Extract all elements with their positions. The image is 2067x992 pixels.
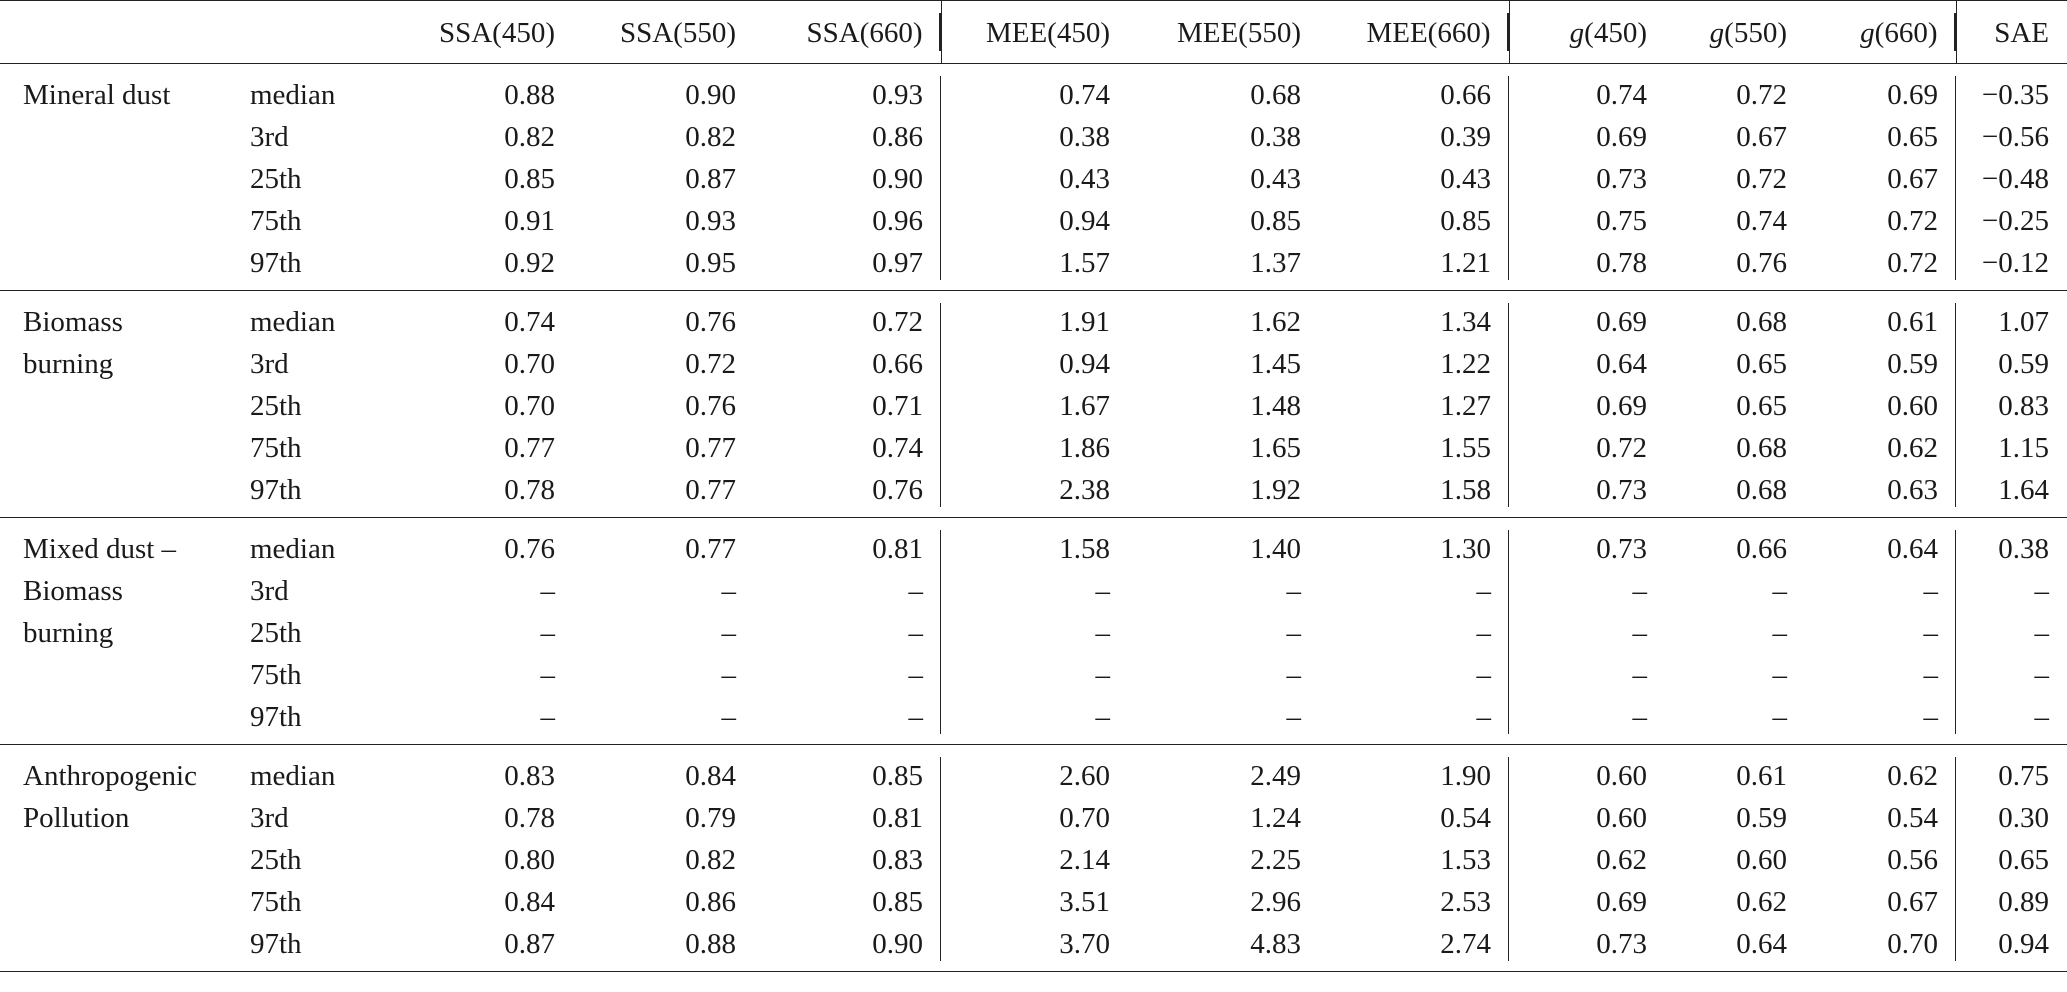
table-cell: –	[754, 612, 941, 654]
table-cell: –	[1319, 570, 1509, 612]
table-cell: –	[1286, 574, 1301, 607]
group-name	[0, 745, 250, 972]
table-cell: 1.37	[1250, 246, 1301, 279]
table-cell: 0.62	[1805, 745, 1956, 798]
group-name-line: Anthropogenic	[23, 760, 197, 792]
table-cell: 0.63	[1805, 469, 1956, 518]
stat-label: 25th	[250, 163, 302, 195]
table-cell: 0.74	[754, 427, 941, 469]
table-cell: 1.55	[1319, 427, 1509, 469]
table-cell: 0.62	[1596, 843, 1647, 876]
table-cell: 0.84	[685, 759, 736, 792]
table-cell: 0.72	[1805, 200, 1956, 242]
table-cell: 1.58	[1319, 469, 1509, 518]
table-cell: 1.65	[1250, 431, 1301, 464]
table-cell: –	[540, 658, 555, 691]
table-cell: 0.85	[1250, 204, 1301, 237]
group-name	[0, 518, 250, 745]
table-cell: 0.76	[685, 305, 736, 338]
table-cell: –	[1632, 574, 1647, 607]
table-cell: 0.70	[1805, 923, 1956, 972]
header-label: MEE(450)	[985, 16, 1110, 49]
table-cell: 0.78	[504, 473, 555, 506]
table-cell: 0.72	[1805, 242, 1956, 291]
table-cell: 0.72	[1736, 162, 1787, 195]
table-cell: 0.62	[1736, 885, 1787, 918]
table-cell: –	[1095, 616, 1110, 649]
table-cell: –	[1286, 616, 1301, 649]
table-cell: 0.82	[504, 120, 555, 153]
column-header	[1956, 1, 2067, 64]
table-cell: 0.69	[1805, 64, 1956, 117]
table-cell: –	[540, 574, 555, 607]
table-cell: 0.77	[685, 473, 736, 506]
table-cell: 0.87	[504, 927, 555, 960]
group-name-line: burning	[23, 617, 114, 649]
header-label: (450)	[1584, 16, 1647, 49]
table-cell: 0.70	[504, 347, 555, 380]
header-stat	[250, 1, 380, 64]
table-cell: 1.64	[1998, 473, 2049, 506]
table-cell: 0.66	[1736, 532, 1787, 565]
table-cell: 1.27	[1319, 385, 1509, 427]
row-group	[0, 745, 2067, 972]
table-cell: –	[1095, 574, 1110, 607]
stat-label: 3rd	[250, 575, 289, 607]
table-cell: 1.24	[1250, 801, 1301, 834]
table-cell: 0.74	[1736, 204, 1787, 237]
group-name	[0, 291, 250, 518]
table-cell: –	[1772, 616, 1787, 649]
table-cell: 0.72	[685, 347, 736, 380]
column-header	[573, 1, 754, 64]
table-row	[0, 158, 2067, 200]
table-cell: –	[2034, 574, 2049, 607]
table-row	[0, 242, 2067, 291]
table-cell: –	[1286, 658, 1301, 691]
table-cell: 0.59	[1736, 801, 1787, 834]
table-row	[0, 385, 2067, 427]
table-cell: –	[721, 658, 736, 691]
table-cell: 0.69	[1596, 885, 1647, 918]
table-cell: –	[540, 700, 555, 733]
stat-label: 97th	[250, 928, 302, 960]
table-cell: 0.67	[1736, 120, 1787, 153]
table-cell: 0.30	[1998, 801, 2049, 834]
column-header	[754, 1, 941, 64]
table-cell: 1.34	[1319, 291, 1509, 344]
group-name-line: Biomass	[23, 575, 123, 607]
table-cell: 1.57	[1059, 246, 1110, 279]
table-cell: 0.38	[1059, 120, 1110, 153]
stat-label: median	[250, 79, 336, 111]
stat-label: median	[250, 760, 336, 792]
table-cell: 0.54	[1319, 797, 1509, 839]
column-header	[941, 1, 1128, 64]
table-row	[0, 200, 2067, 242]
table-cell: 0.73	[1596, 473, 1647, 506]
table-cell: –	[721, 574, 736, 607]
table-cell: –	[1286, 700, 1301, 733]
row-group	[0, 291, 2067, 518]
table-cell: 0.64	[1596, 347, 1647, 380]
table-cell: 0.71	[754, 385, 941, 427]
table-cell: 0.74	[1596, 78, 1647, 111]
table-cell: 0.43	[1059, 162, 1110, 195]
table-cell: 1.62	[1250, 305, 1301, 338]
table-cell: 1.67	[1059, 389, 1110, 422]
column-header	[380, 1, 573, 64]
table-cell: 0.82	[685, 120, 736, 153]
table-cell: 2.14	[1059, 843, 1110, 876]
table-cell: 0.70	[504, 389, 555, 422]
header-var: g	[1709, 16, 1725, 49]
stat-label: 3rd	[250, 121, 289, 153]
table-cell: 0.68	[1736, 431, 1787, 464]
table-cell: 0.85	[754, 745, 941, 798]
stat-label: median	[250, 306, 336, 338]
stat-label: 3rd	[250, 348, 289, 380]
table-row	[0, 116, 2067, 158]
table-cell: 0.61	[1805, 291, 1956, 344]
table-cell: 0.72	[1736, 78, 1787, 111]
column-header	[1805, 1, 1956, 64]
table-cell: 0.96	[754, 200, 941, 242]
table-cell: 0.73	[1596, 927, 1647, 960]
table-cell: 0.94	[1059, 204, 1110, 237]
table-cell: 1.22	[1319, 343, 1509, 385]
table-cell: 0.78	[1596, 246, 1647, 279]
table-cell: –	[1805, 696, 1956, 745]
header-label: SAE	[1994, 16, 2049, 49]
table-cell: 0.85	[504, 162, 555, 195]
table-cell: 0.68	[1736, 305, 1787, 338]
header-group	[0, 1, 250, 64]
table-cell: 0.91	[504, 204, 555, 237]
table-cell: 1.91	[1059, 305, 1110, 338]
table-cell: 0.56	[1805, 839, 1956, 881]
table-cell: 0.94	[1059, 347, 1110, 380]
table-cell: –	[1095, 658, 1110, 691]
table-cell: 3.51	[1059, 885, 1110, 918]
table-cell: –	[721, 700, 736, 733]
stat-label: 97th	[250, 474, 302, 506]
group-name-line: burning	[23, 348, 114, 380]
table-row	[0, 343, 2067, 385]
table-cell: 0.68	[1736, 473, 1787, 506]
table-cell: 0.38	[1250, 120, 1301, 153]
table-cell: 2.49	[1250, 759, 1301, 792]
table-row	[0, 291, 2067, 344]
table-cell: 0.74	[1059, 78, 1110, 111]
stat-label: 25th	[250, 844, 302, 876]
table-cell: 0.59	[1805, 343, 1956, 385]
table-header	[0, 1, 2067, 64]
table-cell: 1.58	[1059, 532, 1110, 565]
stat-label: 97th	[250, 701, 302, 733]
table-cell: 2.74	[1319, 923, 1509, 972]
row-group	[0, 518, 2067, 745]
table-cell: 0.60	[1596, 801, 1647, 834]
table-cell: 0.85	[754, 881, 941, 923]
header-label: SSA(550)	[619, 16, 736, 49]
table-cell: 0.60	[1805, 385, 1956, 427]
table-cell: –	[2034, 700, 2049, 733]
table-cell: 1.48	[1250, 389, 1301, 422]
table-cell: –	[1805, 570, 1956, 612]
table-cell: 0.76	[1736, 246, 1787, 279]
table-cell: 0.85	[1319, 200, 1509, 242]
table-cell: 0.83	[754, 839, 941, 881]
row-group	[0, 64, 2067, 291]
table-cell: 0.60	[1736, 843, 1787, 876]
table-cell: 0.65	[1736, 389, 1787, 422]
table-cell: 2.25	[1250, 843, 1301, 876]
table-cell: 1.15	[1998, 431, 2049, 464]
table-cell: 0.69	[1596, 389, 1647, 422]
table-cell: –	[1095, 700, 1110, 733]
table-cell: 2.96	[1250, 885, 1301, 918]
header-var: g	[1569, 16, 1585, 49]
table-row	[0, 64, 2067, 117]
header-label: (550)	[1724, 16, 1787, 49]
table-cell: 0.93	[754, 64, 941, 117]
group-name-line: Mixed dust –	[23, 533, 177, 565]
table-cell: 0.66	[1319, 64, 1509, 117]
stat-label: 3rd	[250, 802, 289, 834]
group-name-line: Biomass	[23, 306, 123, 338]
table-row	[0, 839, 2067, 881]
table-row	[0, 745, 2067, 798]
stat-label: 75th	[250, 432, 302, 464]
table-cell: –	[540, 616, 555, 649]
table-cell: –	[754, 696, 941, 745]
table-row	[0, 427, 2067, 469]
table-cell: −0.35	[1981, 78, 2049, 111]
column-header	[1665, 1, 1805, 64]
table-cell: −0.56	[1981, 120, 2049, 153]
header-label: SSA(450)	[438, 16, 555, 49]
stat-label: 75th	[250, 886, 302, 918]
table-cell: 0.81	[754, 797, 941, 839]
table-cell: 0.77	[504, 431, 555, 464]
table-cell: 0.75	[1596, 204, 1647, 237]
table-cell: 0.94	[1998, 927, 2049, 960]
table-cell: 0.87	[685, 162, 736, 195]
table-cell: 1.90	[1319, 745, 1509, 798]
table-cell: 2.38	[1059, 473, 1110, 506]
table-cell: 0.72	[1596, 431, 1647, 464]
table-cell: 0.64	[1805, 518, 1956, 571]
stat-label: 97th	[250, 247, 302, 279]
table-cell: 0.86	[754, 116, 941, 158]
table-cell: 0.78	[504, 801, 555, 834]
table-row	[0, 696, 2067, 745]
table-cell: 3.70	[1059, 927, 1110, 960]
table-cell: 0.88	[504, 78, 555, 111]
table-cell: 0.54	[1805, 797, 1956, 839]
table-row	[0, 881, 2067, 923]
table-cell: 0.66	[754, 343, 941, 385]
table-cell: 0.73	[1596, 532, 1647, 565]
group-name	[0, 64, 250, 291]
table-cell: –	[754, 570, 941, 612]
table-cell: 0.90	[754, 158, 941, 200]
table-cell: –	[754, 654, 941, 696]
table-cell: 0.89	[1998, 885, 2049, 918]
table-cell: 4.83	[1250, 927, 1301, 960]
table-cell: 0.67	[1805, 881, 1956, 923]
table-cell: –	[1772, 700, 1787, 733]
table-cell: 0.97	[754, 242, 941, 291]
table-cell: –	[1632, 616, 1647, 649]
table-cell: 0.70	[1059, 801, 1110, 834]
table-cell: 0.64	[1736, 927, 1787, 960]
table-cell: 0.84	[504, 885, 555, 918]
header-label: (660)	[1874, 16, 1938, 49]
column-header	[1319, 1, 1509, 64]
table-cell: 1.53	[1319, 839, 1509, 881]
table-cell: 0.73	[1596, 162, 1647, 195]
table-cell: 0.92	[504, 246, 555, 279]
table-cell: 0.88	[685, 927, 736, 960]
table-cell: −0.25	[1981, 204, 2049, 237]
header-label: MEE(660)	[1366, 16, 1491, 49]
table-cell: 1.92	[1250, 473, 1301, 506]
stat-label: median	[250, 533, 336, 565]
table-row	[0, 923, 2067, 972]
table-cell: –	[1632, 658, 1647, 691]
table-cell: 0.79	[685, 801, 736, 834]
table-row	[0, 518, 2067, 571]
table-cell: –	[1772, 658, 1787, 691]
table-cell: 0.62	[1805, 427, 1956, 469]
table-cell: 0.82	[685, 843, 736, 876]
table-cell: 0.75	[1998, 759, 2049, 792]
table-cell: 0.74	[504, 305, 555, 338]
table-cell: –	[1805, 612, 1956, 654]
table-cell: 2.60	[1059, 759, 1110, 792]
table-cell: 0.86	[685, 885, 736, 918]
table-cell: 0.43	[1250, 162, 1301, 195]
table-cell: 0.65	[1736, 347, 1787, 380]
table-cell: 0.95	[685, 246, 736, 279]
table-cell: 0.61	[1736, 759, 1787, 792]
header-label: MEE(550)	[1176, 16, 1301, 49]
table-cell: 0.93	[685, 204, 736, 237]
table-cell: 0.68	[1250, 78, 1301, 111]
group-name-line: Pollution	[23, 802, 130, 834]
table-cell: 0.69	[1596, 305, 1647, 338]
header-row	[0, 1, 2067, 64]
table-cell: 0.65	[1998, 843, 2049, 876]
table-cell: 0.76	[754, 469, 941, 518]
table-cell: 2.53	[1319, 881, 1509, 923]
table-row	[0, 612, 2067, 654]
table-cell: 0.76	[685, 389, 736, 422]
table-cell: 0.90	[754, 923, 941, 972]
table-cell: –	[1319, 696, 1509, 745]
table-cell: –	[2034, 616, 2049, 649]
table-cell: –	[1805, 654, 1956, 696]
table-cell: 0.90	[685, 78, 736, 111]
header-label: SSA(660)	[806, 16, 923, 49]
table-row	[0, 654, 2067, 696]
table-cell: –	[2034, 658, 2049, 691]
stat-label: 75th	[250, 205, 302, 237]
table-cell: 1.86	[1059, 431, 1110, 464]
table-cell: –	[1319, 612, 1509, 654]
table-cell: 1.07	[1998, 305, 2049, 338]
column-header	[1128, 1, 1319, 64]
table-cell: –	[1632, 700, 1647, 733]
table-cell: 0.38	[1998, 532, 2049, 565]
table-cell: 1.40	[1250, 532, 1301, 565]
table-cell: −0.12	[1981, 246, 2049, 279]
table-cell: 0.72	[754, 291, 941, 344]
header-var: g	[1860, 16, 1875, 49]
table-cell: 0.60	[1596, 759, 1647, 792]
table-cell: −0.48	[1981, 162, 2049, 195]
table-row	[0, 797, 2067, 839]
table-cell: 1.21	[1319, 242, 1509, 291]
table-row	[0, 570, 2067, 612]
table-cell: –	[1319, 654, 1509, 696]
column-header	[1509, 1, 1665, 64]
table-cell: 0.81	[754, 518, 941, 571]
stat-label: 75th	[250, 659, 302, 691]
table-cell: 0.65	[1805, 116, 1956, 158]
table-cell: 0.83	[504, 759, 555, 792]
table-cell: 1.45	[1250, 347, 1301, 380]
table-cell: 0.67	[1805, 158, 1956, 200]
stat-label: 25th	[250, 390, 302, 422]
table-cell: 0.43	[1319, 158, 1509, 200]
table-cell: –	[721, 616, 736, 649]
table-cell: 0.83	[1998, 389, 2049, 422]
group-name-line: Mineral dust	[23, 79, 171, 111]
stat-label: 25th	[250, 617, 302, 649]
table-cell: 0.39	[1319, 116, 1509, 158]
table-cell: 0.69	[1596, 120, 1647, 153]
table-cell: 0.59	[1998, 347, 2049, 380]
table-cell: –	[1772, 574, 1787, 607]
table-cell: 0.77	[685, 532, 736, 565]
table-cell: 0.80	[504, 843, 555, 876]
table-cell: 0.76	[504, 532, 555, 565]
table-row	[0, 469, 2067, 518]
table-cell: 0.77	[685, 431, 736, 464]
table-cell: 1.30	[1319, 518, 1509, 571]
